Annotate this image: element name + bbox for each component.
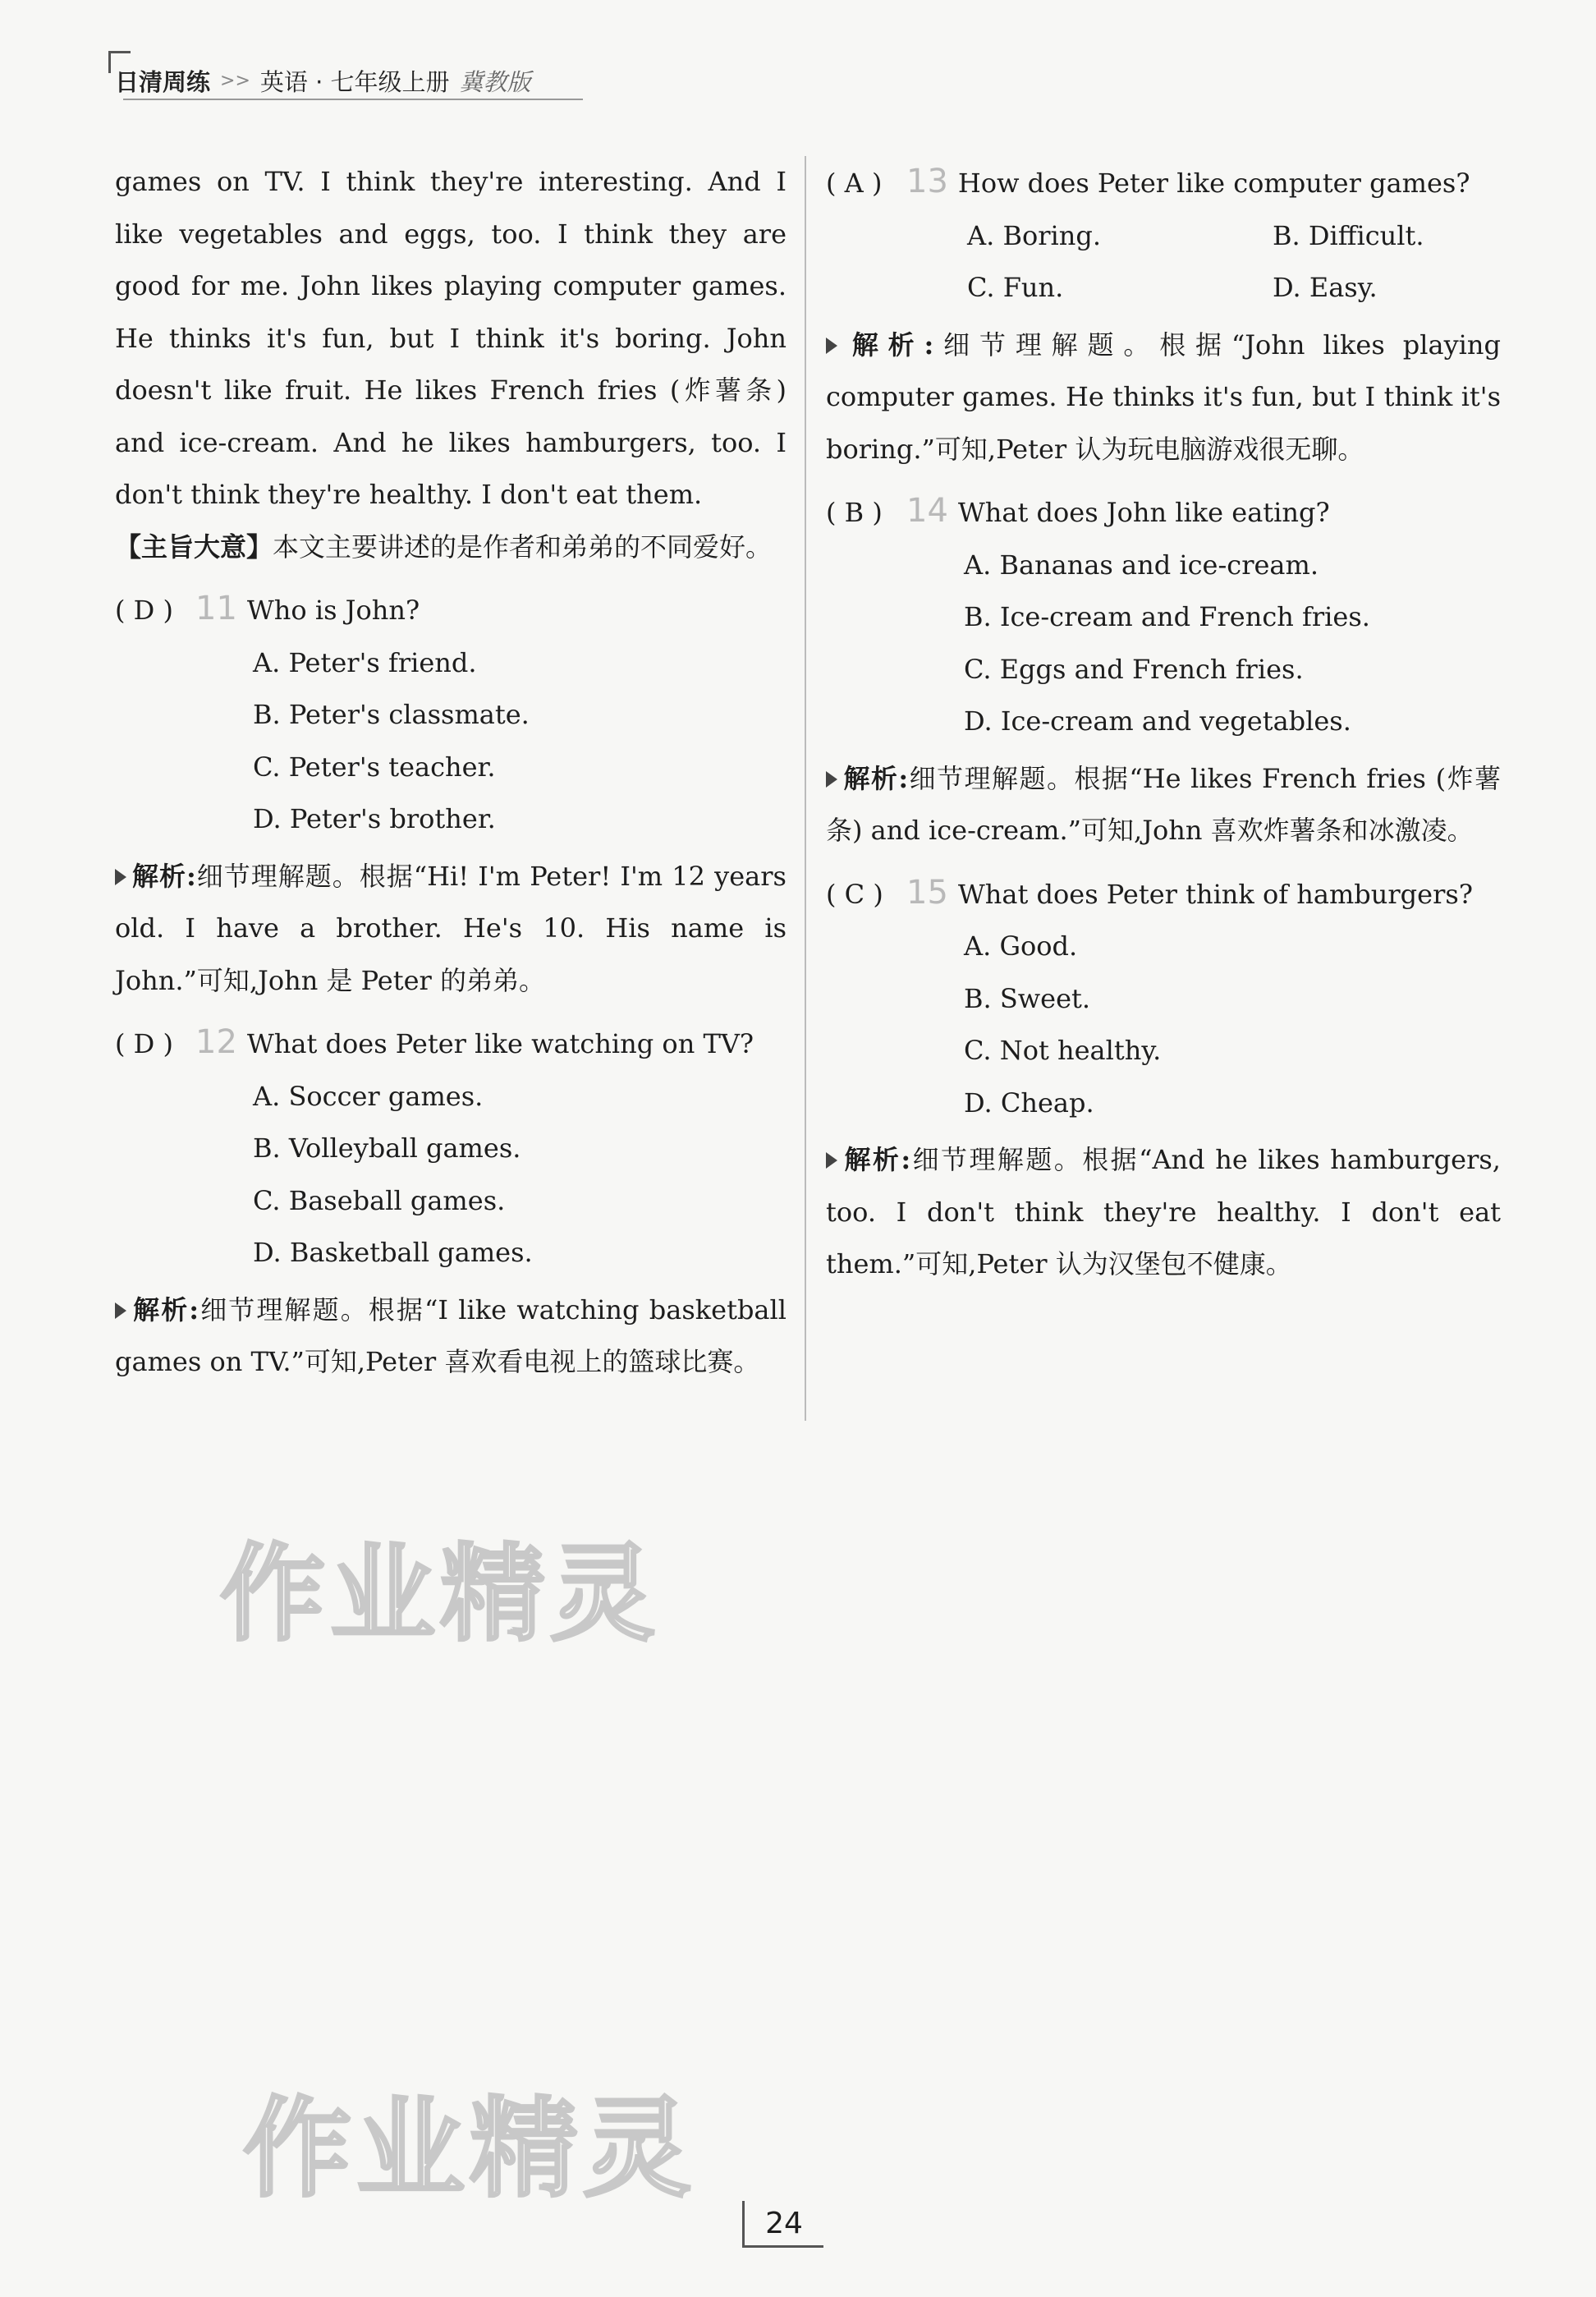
option: B. Difficult. [1273,219,1424,251]
page-header [115,64,531,98]
option: D. Peter's brother. [253,803,496,834]
analysis-text: 细节理解题。根据“John likes playing computer games. He thinks it's fun, but I think it's boring.”可知,Peter 认为玩电脑游戏很无聊。 [826,328,1501,465]
answer-11: ( D ) [115,595,173,626]
header-underline [123,99,583,100]
header-separator: >> [220,71,250,91]
main-idea-text: 本文主要讲述的是作者和弟弟的不同爱好。 [273,531,773,563]
option: A. Peter's friend. [253,646,477,678]
column-divider [805,156,806,1421]
analysis-tag: 解析: [131,1293,200,1325]
option: A. Good. [964,930,1078,962]
option: D. Cheap. [964,1086,1094,1119]
option: D. Easy. [1273,272,1378,303]
options-15 [964,921,1501,1129]
analysis-15 [826,1134,1501,1291]
option: B. Sweet. [964,982,1091,1014]
triangle-icon [115,869,126,885]
question-number-12: 12 [195,1023,237,1061]
question-number-14: 14 [906,492,948,530]
answer-13: ( A ) [826,168,883,199]
right-column [826,156,1501,1291]
header-subject: 英语 · 七年级上册 [259,68,450,96]
question-15 [826,867,1501,1291]
option: A. Soccer games. [253,1080,484,1112]
option: D. Basketball games. [253,1237,533,1268]
analysis-14 [826,753,1501,857]
question-13 [826,156,1501,475]
question-stem-11: Who is John? [246,595,420,626]
analysis-tag: 解析: [842,328,934,361]
header-brand: 日清周练 [115,68,211,96]
question-stem-12: What does Peter like watching on TV? [246,1028,754,1059]
option: C. Eggs and French fries. [964,653,1304,685]
answer-15: ( C ) [826,878,883,910]
question-number-11: 11 [195,590,237,627]
option: B. Peter's classmate. [253,699,530,730]
question-12 [115,1017,787,1389]
analysis-text: 细节理解题。根据“And he likes hamburgers, too. I don't think they're healthy. I don't eat them.”可知,Peter 认为汉堡包不健康。 [826,1144,1501,1279]
question-stem-14: What does John like eating? [957,497,1330,528]
triangle-icon [826,1152,837,1169]
watermark-bottom: 作业精灵 [243,2086,696,2212]
question-stem-15: What does Peter think of hamburgers? [957,878,1473,910]
passage-text: games on TV. I think they're interesting. And I like vegetables and eggs, too. I think they are good for me. John likes playing computer games. He thinks it's fun, but I think it's boring. John doesn't like fruit. He likes French fries (炸薯条) and ice-cream. And he likes hamburgers, too. I don't think they're healthy. I don't eat them. [115,166,787,510]
analysis-11 [115,851,787,1008]
analysis-tag: 解析: [842,1144,911,1175]
triangle-icon [115,1302,126,1319]
option: C. Not healthy. [964,1035,1162,1066]
analysis-13 [826,319,1501,476]
option: B. Ice-cream and French fries. [964,601,1370,632]
analysis-12 [115,1284,787,1389]
answer-12: ( D ) [115,1028,173,1059]
options-12 [253,1071,787,1279]
options-14 [964,540,1501,748]
option: C. Baseball games. [253,1184,506,1216]
question-number-15: 15 [906,873,948,912]
question-14 [826,485,1501,857]
analysis-text: 细节理解题。根据“He likes French fries (炸薯条) and ice-cream.”可知,John 喜欢炸薯条和冰激凌。 [826,762,1501,846]
left-column [115,156,787,1389]
option: A. Bananas and ice-cream. [964,549,1319,581]
header-edition: 冀教版 [459,68,531,96]
analysis-tag: 解析: [842,762,909,794]
options-13 [967,210,1501,315]
option: B. Volleyball games. [253,1132,521,1164]
question-number-13: 13 [906,163,948,200]
question-11 [115,583,787,1007]
triangle-icon [826,338,837,354]
option: C. Peter's teacher. [253,751,496,783]
page-number: 24 [742,2201,823,2248]
option: C. Fun. [967,272,1064,303]
question-stem-13: How does Peter like computer games? [957,168,1470,199]
main-idea-tag: 【主旨大意】 [115,531,273,563]
main-idea [115,521,787,574]
answer-14: ( B ) [826,497,883,528]
analysis-text: 细节理解题。根据“Hi! I'm Peter! I'm 12 years old. I have a brother. He's 10. His name is John.”可知,John 是 Peter 的弟弟。 [115,860,787,996]
watermark-top: 作业精灵 [220,1533,661,1656]
analysis-tag: 解析: [131,860,196,892]
triangle-icon [826,771,837,788]
options-11 [253,637,787,846]
option: A. Boring. [967,219,1102,251]
option: D. Ice-cream and vegetables. [964,705,1351,737]
analysis-text: 细节理解题。根据“I like watching basketball games on TV.”可知,Peter 喜欢看电视上的篮球比赛。 [115,1293,787,1377]
